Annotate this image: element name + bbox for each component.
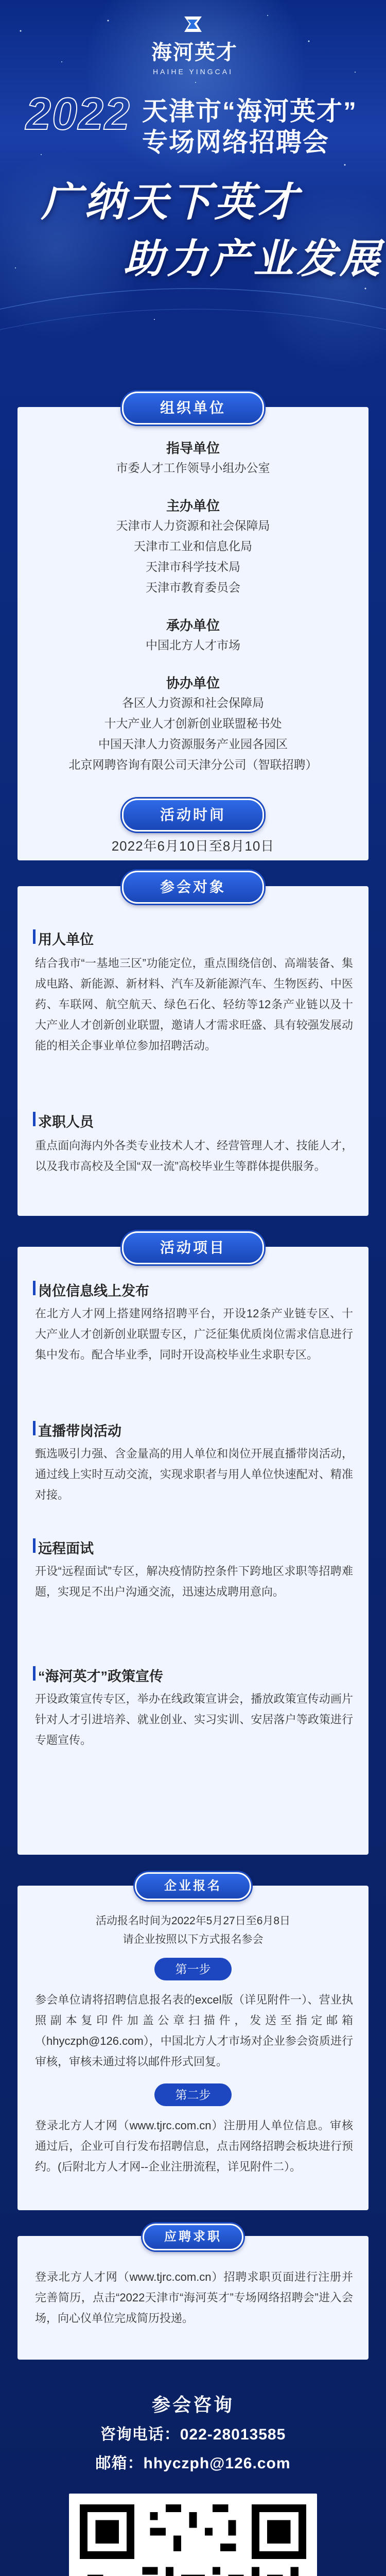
section-text: 结合我市“一基地三区”功能定位，重点围绕信创、高端装备、集成电路、新能源、新材料、汽车及新能源汽车、生物医药、中医药、车联网、航空航天、绿色石化、轻纺等12条产业链以及十大产业人才创新创业联盟，邀请人才需求旺盛、具有较强发展动能的相关企事业单位参加招聘活动。 bbox=[35, 957, 353, 1052]
registration-intro: 请企业按照以下方式报名参会 bbox=[122, 1934, 264, 1945]
jobseekers-header: 应聘求职 bbox=[143, 2224, 243, 2250]
activities-header: 活动项目 bbox=[122, 1231, 264, 1264]
org-group-line: 中国天津人力资源服务产业园各园区 bbox=[98, 737, 288, 751]
step-two-text: 登录北方人才网（www.tjrc.com.cn）注册用人单位信息。审核通过后，企业可自行发布招聘信息，点击网络招聘会板块进行预约。(后附北方人才网--企业注册流程，详见附件二）。 bbox=[35, 2119, 353, 2173]
section-text: 开设政策宣传专区，举办在线政策宣讲会，播放政策宣传动画片针对人才引进培养、就业创业、实习实训、安居落户等政策进行专题宣传。 bbox=[35, 1692, 353, 1747]
schedule-date: 2022年6月10日至8月10日 bbox=[111, 838, 275, 854]
org-group-line: 市委人才工作领导小组办公室 bbox=[116, 461, 270, 474]
org-group-line: 天津市人力资源和社会保障局 bbox=[116, 519, 270, 532]
org-group-title: 协办单位 bbox=[166, 675, 220, 691]
section-text: 在北方人才网上搭建网络招聘平台，开设12条产业链专区、十大产业人才创新创业联盟专区，广泛征集优质岗位需求信息进行集中发布。配合毕业季，同时开设高校毕业生求职专区。 bbox=[35, 1307, 353, 1361]
logo-subtitle: HAIHE YINGCAI bbox=[153, 67, 233, 76]
participants-header: 参会对象 bbox=[122, 871, 264, 904]
section-marker bbox=[33, 1421, 36, 1435]
jobseekers-panel bbox=[17, 2230, 369, 2360]
contact-phone: 咨询电话：022-28013585 bbox=[100, 2426, 286, 2443]
registration-intro: 活动报名时间为2022年5月27日至6月8日 bbox=[95, 1915, 291, 1927]
haihe-logo-icon bbox=[181, 12, 205, 36]
org-group-line: 十大产业人才创新创业联盟秘书处 bbox=[104, 717, 282, 730]
registration-panel bbox=[17, 1879, 369, 2210]
section-title: 岗位信息线上发布 bbox=[38, 1283, 149, 1299]
activities-panel bbox=[17, 1240, 369, 1855]
section-title: 直播带岗活动 bbox=[38, 1423, 121, 1439]
organizers-header: 组织单位 bbox=[122, 392, 264, 425]
headline-title: 天津市“海河英才” bbox=[142, 97, 357, 126]
participants-panel bbox=[17, 879, 369, 1216]
org-group-title: 指导单位 bbox=[166, 440, 220, 456]
registration-header: 企业报名 bbox=[135, 1872, 251, 1900]
section-title: 远程面试 bbox=[38, 1541, 94, 1556]
section-title: “海河英才”政策宣传 bbox=[38, 1669, 163, 1684]
section-marker bbox=[33, 1666, 36, 1681]
org-group-title: 承办单位 bbox=[166, 618, 220, 633]
org-group-line: 中国北方人才市场 bbox=[146, 638, 240, 652]
slogan-line-2: 助力产业发展 bbox=[124, 236, 383, 281]
section-title: 用人单位 bbox=[38, 932, 94, 947]
step-two-badge: 第二步 bbox=[154, 2083, 232, 2106]
section-text: 重点面向海内外各类专业技术人才、经营管理人才、技能人才，以及我市高校及全国“双一流”高校毕业生等群体提供服务。 bbox=[35, 1139, 353, 1173]
step-one-badge: 第一步 bbox=[154, 1958, 232, 1980]
schedule-header: 活动时间 bbox=[122, 799, 264, 832]
org-group-line: 天津市科学技术局 bbox=[146, 560, 240, 573]
org-group-line: 天津市教育委员会 bbox=[146, 581, 240, 594]
organizers-panel bbox=[17, 400, 369, 860]
jobseekers-text: 登录北方人才网（www.tjrc.com.cn）招聘求职页面进行注册并完善简历，点击“2022天津市“海河英才”专场网络招聘会”进入会场，向心仪单位完成简历投递。 bbox=[35, 2270, 353, 2325]
section-title: 求职人员 bbox=[38, 1114, 94, 1130]
logo-text: 海河英才 bbox=[151, 41, 238, 64]
qr-code-graphic bbox=[80, 2504, 306, 2576]
org-group-title: 主办单位 bbox=[166, 498, 220, 514]
org-group-line: 北京网聘咨询有限公司天津分公司（智联招聘） bbox=[68, 758, 318, 771]
contact-title: 参会咨询 bbox=[151, 2394, 234, 2415]
contact-email: 邮箱：hhyczph@126.com bbox=[95, 2455, 291, 2472]
section-marker bbox=[33, 929, 36, 944]
logo bbox=[139, 12, 247, 74]
section-text: 开设“远程面试”专区，解决疫情防控条件下跨地区求职等招聘难题，实现足不出户沟通交流，迅速达成聘用意向。 bbox=[35, 1565, 353, 1598]
headline bbox=[26, 88, 360, 157]
step-one-text: 参会单位请将招聘信息报名表的excel版（详见附件一）、营业执照副本复印件加盖公章扫描件，发送至指定邮箱（hhyczph@126.com），中国北方人才市场对企业参会资质进行审核，审核未通过将以邮件形式回复。 bbox=[35, 1993, 353, 2068]
org-group-line: 天津市工业和信息化局 bbox=[134, 539, 252, 553]
section-text: 甄选吸引力强、含金量高的用人单位和岗位开展直播带岗活动，通过线上实时互动交流，实现求职者与用人单位快速配对、精准对接。 bbox=[35, 1447, 353, 1501]
section-marker bbox=[33, 1538, 36, 1553]
headline-subtitle: 专场网络招聘会 bbox=[142, 128, 329, 157]
section-marker bbox=[33, 1112, 36, 1126]
qr-code-icon[interactable] bbox=[69, 2494, 317, 2576]
slogan-line-1: 广纳天下英才 bbox=[41, 179, 301, 225]
section-marker bbox=[33, 1281, 36, 1295]
org-group-line: 各区人力资源和社会保障局 bbox=[122, 696, 264, 709]
headline-year: 2022 bbox=[26, 88, 131, 139]
